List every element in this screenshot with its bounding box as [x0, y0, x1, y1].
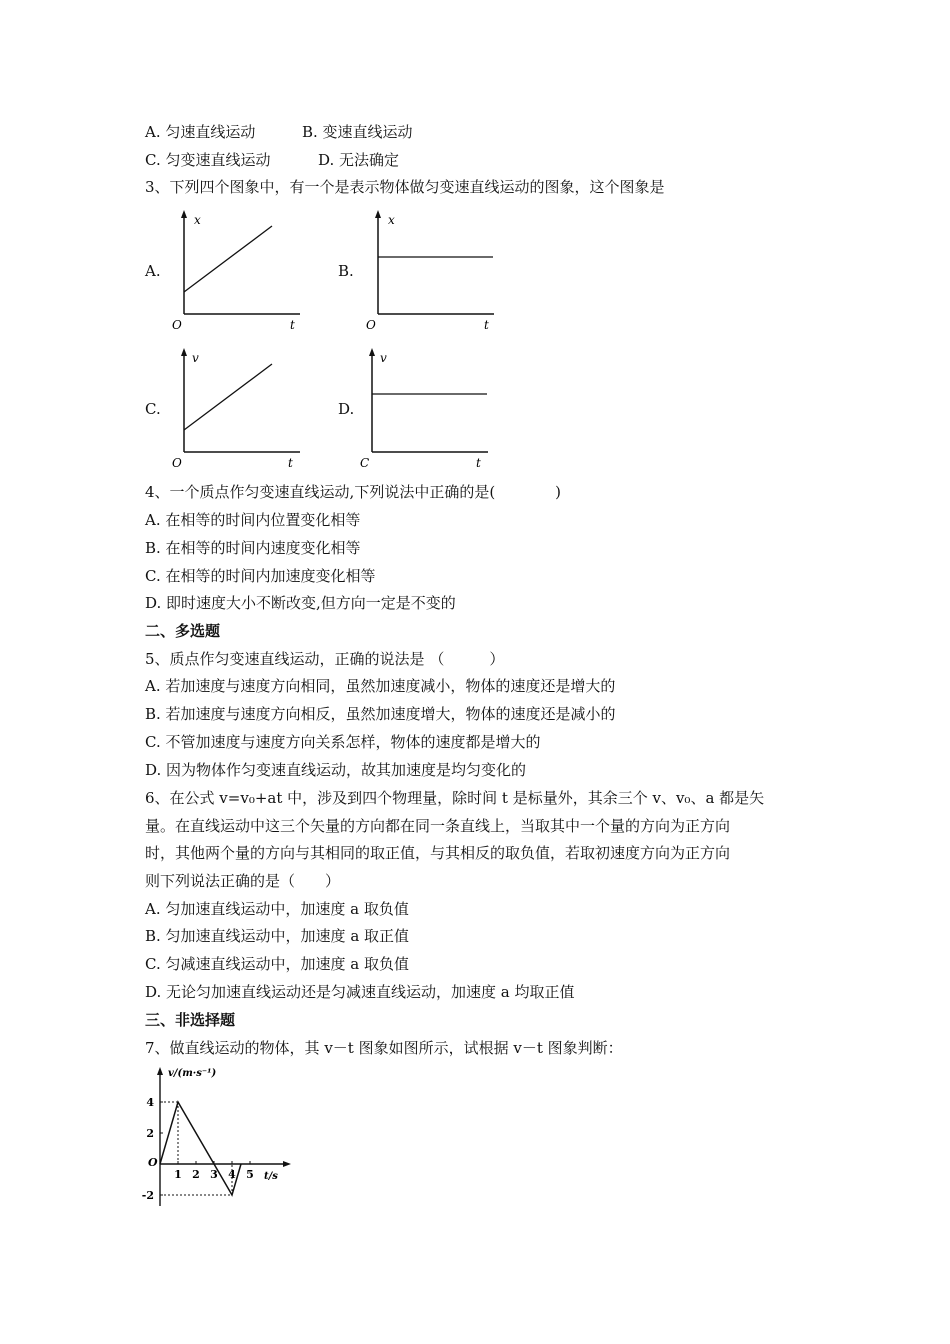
q7-guides: [160, 1102, 232, 1195]
graph-b-ylabel: x: [388, 213, 395, 227]
q2-option-c: C. 匀变速直线运动: [145, 151, 271, 169]
q6-stem-line-2: 量。在直线运动中这三个矢量的方向都在同一条直线上，当取其中一个量的方向为正方向: [145, 817, 731, 835]
q3-label-a: A.: [145, 262, 161, 280]
graph-b-xt-constant: [362, 208, 502, 334]
q7-x-arrow: [283, 1161, 291, 1167]
graph-a-origin: O: [172, 318, 182, 332]
q5-stem: 5、质点作匀变速直线运动，正确的说法是 （ ）: [145, 650, 505, 668]
q5-option-c: C. 不管加速度与速度方向关系怎样，物体的速度都是增大的: [145, 733, 541, 751]
graph-b-xlabel: t: [484, 318, 489, 332]
graph-a-ylabel: x: [194, 213, 201, 227]
graph-c-y-arrow: [181, 348, 187, 356]
q7-ticks: [142, 1096, 254, 1202]
q3-label-c: C.: [145, 400, 161, 418]
graph-a-y-arrow: [181, 210, 187, 218]
q7-xtick-1: 2: [192, 1168, 200, 1181]
q6-stem-line-1: 6、在公式 v=v₀+at 中，涉及到四个物理量，除时间 t 是标量外，其余三个 v、v₀、a 都是矢: [145, 789, 765, 807]
q6-stem-line-4: 则下列说法正确的是（ ）: [145, 872, 341, 890]
graph-a-line: [184, 226, 272, 292]
q7-series-line: [160, 1102, 241, 1195]
graph-d-ylabel: v: [380, 351, 387, 365]
q4-option-d: D. 即时速度大小不断改变,但方向一定是不变的: [145, 594, 456, 612]
q2-option-a: A. 匀速直线运动: [145, 123, 256, 141]
q6-option-b: B. 匀加速直线运动中，加速度 a 取正值: [145, 927, 410, 945]
q5-option-a: A. 若加速度与速度方向相同，虽然加速度减小，物体的速度还是增大的: [145, 677, 616, 695]
q7-ytick-1: 2: [146, 1127, 154, 1140]
graph-d-xlabel: t: [476, 456, 481, 470]
graph-b-origin: O: [366, 318, 376, 332]
q5-option-b: B. 若加速度与速度方向相反，虽然加速度增大，物体的速度还是减小的: [145, 705, 616, 723]
graph-d-origin: C: [360, 456, 370, 470]
q7-ylabel: v/(m·s⁻¹): [168, 1068, 217, 1079]
q3-stem: 3、下列四个图象中，有一个是表示物体做匀变速直线运动的图象，这个图象是: [145, 178, 665, 196]
section-heading-non-choice: 三、非选择题: [145, 1011, 236, 1029]
q6-option-c: C. 匀减速直线运动中，加速度 a 取负值: [145, 955, 409, 973]
q6-option-d: D. 无论匀加速直线运动还是匀减速直线运动，加速度 a 均取正值: [145, 983, 575, 1001]
q7-xtick-2: 3: [210, 1168, 218, 1181]
graph-a-xlabel: t: [290, 318, 295, 332]
q4-option-b: B. 在相等的时间内速度变化相等: [145, 539, 361, 557]
q4-option-c: C. 在相等的时间内加速度变化相等: [145, 567, 376, 585]
q2-option-d: D. 无法确定: [318, 151, 400, 169]
graph-c-line: [184, 364, 272, 430]
q7-vt-graph: [140, 1064, 300, 1214]
q7-xtick-3: 4: [228, 1168, 236, 1181]
q7-ytick-2: -2: [141, 1189, 154, 1202]
q3-label-b: B.: [338, 262, 354, 280]
graph-a-xt-sloped: [168, 208, 308, 334]
q7-xtick-4: 5: [246, 1168, 254, 1181]
graph-d-y-arrow: [369, 348, 375, 356]
q2-option-b: B. 变速直线运动: [302, 123, 413, 141]
q7-origin: O: [148, 1156, 158, 1169]
q7-y-arrow: [157, 1067, 163, 1075]
q3-label-d: D.: [338, 400, 355, 418]
graph-c-vt-sloped: [168, 344, 308, 470]
graph-c-xlabel: t: [288, 456, 293, 470]
q6-stem-line-3: 时，其他两个量的方向与其相同的取正值，与其相反的取负值，若取初速度方向为正方向: [145, 844, 731, 862]
graph-b-y-arrow: [375, 210, 381, 218]
q5-option-d: D. 因为物体作匀变速直线运动，故其加速度是均匀变化的: [145, 761, 527, 779]
graph-d-vt-constant: [356, 344, 496, 470]
q7-xtick-0: 1: [174, 1168, 182, 1181]
q6-option-a: A. 匀加速直线运动中，加速度 a 取负值: [145, 900, 409, 918]
section-heading-multi-choice: 二、多选题: [145, 622, 221, 640]
q7-ytick-0: 4: [146, 1096, 154, 1109]
graph-c-origin: O: [172, 456, 182, 470]
q7-stem: 7、做直线运动的物体，其 v－t 图象如图所示，试根据 v－t 图象判断：: [145, 1039, 623, 1057]
q7-xlabel: t/s: [264, 1171, 278, 1182]
q4-option-a: A. 在相等的时间内位置变化相等: [145, 511, 361, 529]
graph-c-ylabel: v: [192, 351, 199, 365]
q4-stem: 4、一个质点作匀变速直线运动,下列说法中正确的是( ): [145, 483, 562, 501]
